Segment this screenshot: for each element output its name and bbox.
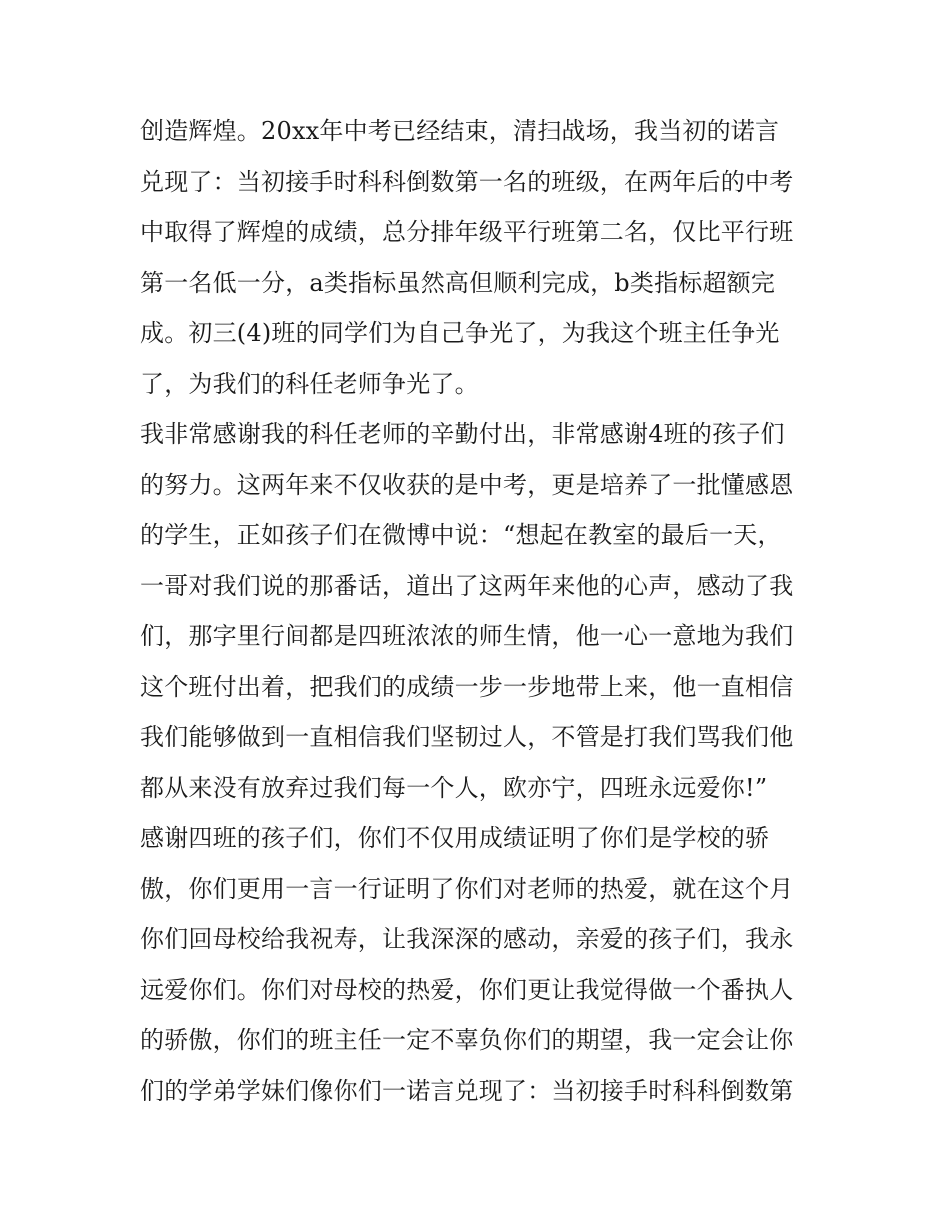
text-line: 我们能够做到一直相信我们坚韧过人，不管是打我们骂我们他 [140, 723, 794, 751]
body-text [140, 106, 820, 1116]
text-line: 的骄傲，你们的班主任一定不辜负你们的期望，我一定会让你 [140, 1026, 794, 1054]
text-line: 第一名低一分，a类指标虽然高但顺利完成，b类指标超额完 [140, 268, 776, 297]
text-line: 都从来没有放弃过我们每一个人，欧亦宁，四班永远爱你!” [140, 773, 768, 802]
text-line: 傲，你们更用一言一行证明了你们对老师的热爱，就在这个月 [140, 874, 794, 903]
text-line: 我非常感谢我的科任老师的辛勤付出，非常感谢4班的孩子们 [140, 420, 785, 448]
text-line: 感谢四班的孩子们，你们不仅用成绩证明了你们是学校的骄 [140, 824, 770, 852]
text-line: 中取得了辉煌的成绩，总分排年级平行班第二名，仅比平行班 [140, 218, 794, 246]
text-line: 们的学弟学妹们像你们一诺言兑现了：当初接手时科科倒数第 [140, 1076, 794, 1105]
text-line: 的努力。这两年来不仅收获的是中考，更是培养了一批懂感恩 [140, 470, 794, 499]
text-line: 的学生，正如孩子们在微博中说：“想起在教室的最后一天， [140, 521, 782, 549]
text-line: 这个班付出着，把我们的成绩一步一步地带上来，他一直相信 [140, 672, 794, 701]
text-line: 了，为我们的科任老师争光了。 [140, 369, 479, 398]
text-line: 你们回母校给我祝寿，让我深深的感动，亲爱的孩子们，我永 [140, 925, 794, 953]
text-line: 兑现了：当初接手时科科倒数第一名的班级，在两年后的中考 [140, 167, 794, 196]
text-line: 一哥对我们说的那番话，道出了这两年来他的心声，感动了我 [140, 571, 794, 600]
text-line: 远爱你们。你们对母校的热爱，你们更让我觉得做一个番执人 [140, 975, 794, 1004]
text-line: 成。初三(4)班的同学们为自己争光了，为我这个班主任争光 [140, 319, 780, 347]
text-line: 创造辉煌。20xx年中考已经结束，清扫战场，我当初的诺言 [140, 117, 780, 145]
text-line: 们，那字里行间都是四班浓浓的师生情，他一心一意地为我们 [140, 622, 794, 650]
